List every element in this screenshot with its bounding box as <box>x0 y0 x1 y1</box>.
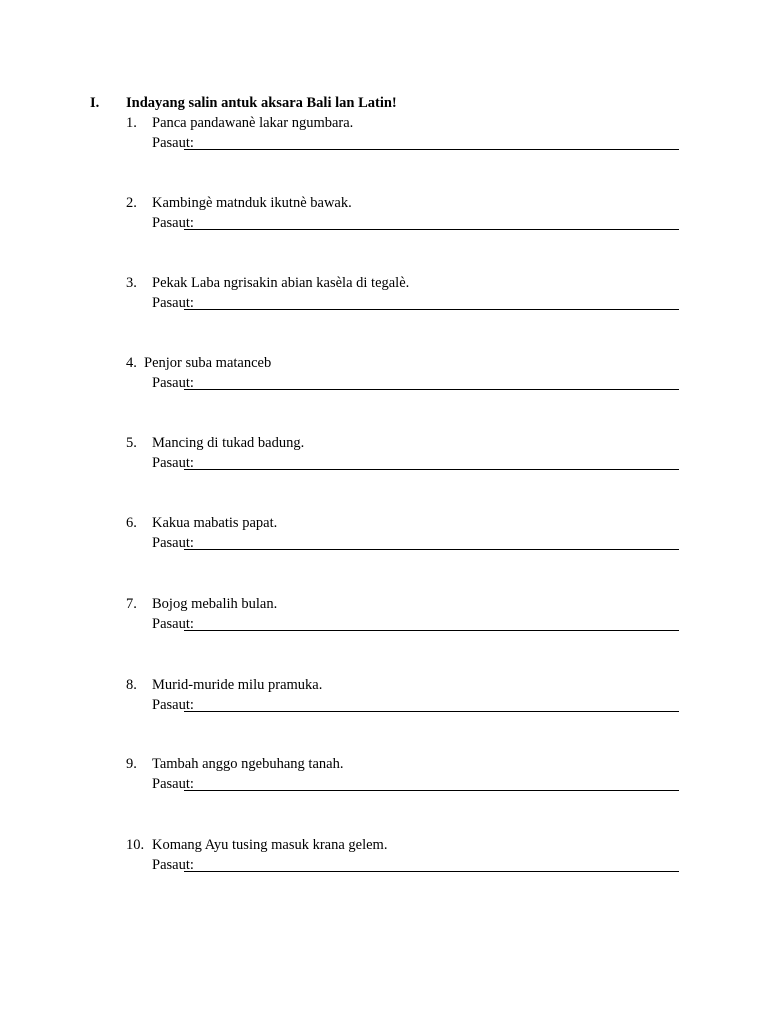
answer-row[interactable] <box>152 615 680 633</box>
question-text: Tambah anggo ngebuhang tanah. <box>152 756 344 772</box>
question-item <box>126 514 686 574</box>
question-number: 3. <box>126 275 137 291</box>
answer-row[interactable] <box>152 134 680 152</box>
answer-line[interactable] <box>184 469 679 470</box>
answer-row[interactable] <box>152 856 680 874</box>
question-text: Pekak Laba ngrisakin abian kasèla di tegalè. <box>152 275 410 291</box>
question-number: 6. <box>126 515 137 531</box>
question-number: 7. <box>126 596 137 612</box>
answer-line[interactable] <box>184 711 679 712</box>
question-text: Kambingè matnduk ikutnè bawak. <box>152 195 352 211</box>
question-item <box>126 274 686 334</box>
question-text: Penjor suba matanceb <box>144 355 272 371</box>
section-number: I. <box>90 95 100 111</box>
question-text: Komang Ayu tusing masuk krana gelem. <box>152 837 388 853</box>
question-text: Panca pandawanè lakar ngumbara. <box>152 115 354 131</box>
question-item <box>126 194 686 254</box>
answer-label: Pasaut: <box>152 535 194 551</box>
question-number: 8. <box>126 677 137 693</box>
answer-line[interactable] <box>184 790 679 791</box>
answer-label: Pasaut: <box>152 776 194 792</box>
question-text: Murid-muride milu pramuka. <box>152 677 323 693</box>
question-text: Bojog mebalih bulan. <box>152 596 278 612</box>
answer-line[interactable] <box>184 389 679 390</box>
answer-label: Pasaut: <box>152 375 194 391</box>
answer-label: Pasaut: <box>152 616 194 632</box>
question-item <box>126 354 686 414</box>
question-item <box>126 595 686 655</box>
question-text: Mancing di tukad badung. <box>152 435 305 451</box>
answer-row[interactable] <box>152 775 680 793</box>
question-number: 2. <box>126 195 137 211</box>
question-item <box>126 836 686 896</box>
answer-line[interactable] <box>184 309 679 310</box>
answer-row[interactable] <box>152 454 680 472</box>
answer-line[interactable] <box>184 630 679 631</box>
answer-row[interactable] <box>152 534 680 552</box>
question-text: Kakua mabatis papat. <box>152 515 278 531</box>
question-number: 5. <box>126 435 137 451</box>
question-number: 10. <box>126 837 145 853</box>
question-item <box>126 755 686 815</box>
question-number: 9. <box>126 756 137 772</box>
answer-label: Pasaut: <box>152 857 194 873</box>
answer-line[interactable] <box>184 871 679 872</box>
question-item <box>126 434 686 494</box>
question-item <box>126 114 686 174</box>
section-instruction: Indayang salin antuk aksara Bali lan Latin! <box>126 95 397 111</box>
answer-label: Pasaut: <box>152 295 194 311</box>
answer-row[interactable] <box>152 294 680 312</box>
answer-label: Pasaut: <box>152 455 194 471</box>
answer-row[interactable] <box>152 214 680 232</box>
question-item <box>126 676 686 736</box>
answer-line[interactable] <box>184 149 679 150</box>
answer-row[interactable] <box>152 696 680 714</box>
answer-row[interactable] <box>152 374 680 392</box>
question-number: 1. <box>126 115 137 131</box>
answer-label: Pasaut: <box>152 215 194 231</box>
answer-label: Pasaut: <box>152 697 194 713</box>
question-number: 4. <box>126 355 137 371</box>
answer-line[interactable] <box>184 229 679 230</box>
answer-line[interactable] <box>184 549 679 550</box>
answer-label: Pasaut: <box>152 135 194 151</box>
